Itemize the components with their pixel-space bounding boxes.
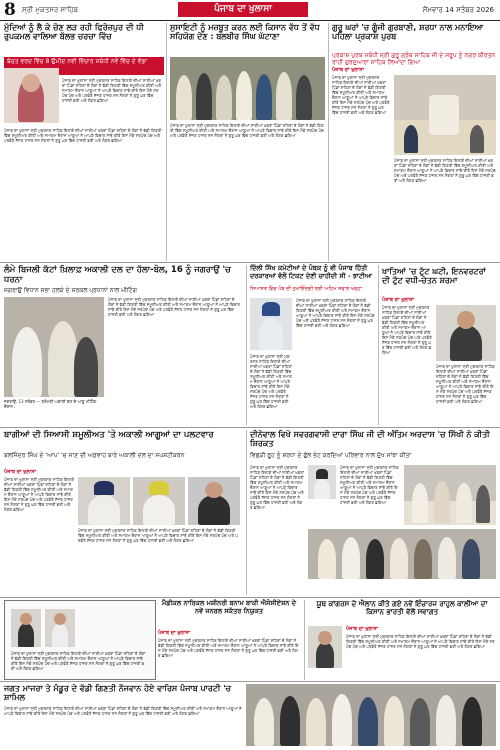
story7-subhead: ਬਲਜਿੰਦਰ ਸਿੰਘ ਦੇ 'ਆਪ' 'ਚ ਜਾਣ ਦੀ ਅਫ਼ਵਾਹ ਬਾਰੇ ਅਕਾਲੀ ਦਲ ਦਾ ਸਪਸ਼ਟੀਕਰਨ bbox=[4, 452, 185, 459]
story10-byline: ਪੰਜਾਬ ਦਾ ਖੁਲਾਸਾ bbox=[346, 626, 379, 632]
story8-subhead: ਵਿਛੜੀ ਰੂਹ ਨੂੰ ਸ਼ਰਧਾ ਦੇ ਫੁੱਲ ਭੇਟ ਕਰਦਿਆਂ ਪਰਿਵਾਰ ਨਾਲ ਦੁੱਖ ਸਾਂਝਾ ਕੀਤਾ bbox=[250, 452, 412, 459]
section-rule bbox=[0, 262, 500, 263]
story3-body-continued: ਪੰਜਾਬ ਦਾ ਖੁਲਾਸਾ ਸ੍ਰੀ ਮੁਕਤਸਰ ਸਾਹਿਬ ਇਲਾਕੇ ਦੀਆਂ ਸਾਰੀਆਂ ਖ਼ਬਰਾਂ ਪਿੰਡਾਂ ਸ਼ਹਿਰਾਂ ਦੇ ਲੋਕਾਂ ਨੇ ਵੱਡੀ ਗਿਣਤੀ ਵਿੱਚ ਸ਼ਮੂਲੀਅਤ ਕੀਤੀ ਅਤੇ ਸਮਾਗਮ ਦੌਰਾਨ ਆਗੂਆਂ ਨੇ ਆਪਣੇ ਵਿਚਾਰ ਸਾਂਝੇ ਕੀਤੇ ਇਸ ਮੌਕੇ ਸਰਪੰਚ ਪੰਚ ਅਤੇ ਪਤਵੰਤੇ ਸੱਜਣ ਹਾਜ਼ਰ ਸਨ ਸੰਗਤਾਂ ਨੇ ਗੁਰੂ ਘਰ ਵਿੱਚ ਹਾਜ਼ਰੀ ਭਰੀ ਅਤੇ ਲੰਗਰ ਛਕਿਆ bbox=[394, 158, 496, 183]
section-rule bbox=[0, 597, 500, 598]
column-rule bbox=[166, 23, 167, 261]
story1-byline: ਪੰਜਾਬ ਦਾ ਖੁਲਾਸਾ bbox=[62, 70, 95, 76]
column-rule bbox=[304, 600, 305, 680]
story8-portrait bbox=[308, 465, 336, 499]
story8-body-2: ਪੰਜਾਬ ਦਾ ਖੁਲਾਸਾ ਸ੍ਰੀ ਮੁਕਤਸਰ ਸਾਹਿਬ ਇਲਾਕੇ ਦੀਆਂ ਸਾਰੀਆਂ ਖ਼ਬਰਾਂ ਪਿੰਡਾਂ ਸ਼ਹਿਰਾਂ ਦੇ ਲੋਕਾਂ ਨੇ ਵੱਡੀ ਗਿਣਤੀ ਵਿੱਚ ਸ਼ਮੂਲੀਅਤ ਕੀਤੀ ਅਤੇ ਸਮਾਗਮ ਦੌਰਾਨ ਆਗੂਆਂ ਨੇ ਆਪਣੇ ਵਿਚਾਰ ਸਾਂਝੇ ਕੀਤੇ ਇਸ ਮੌਕੇ ਸਰਪੰਚ ਪੰਚ ਅਤੇ ਪਤਵੰਤੇ ਸੱਜਣ ਹਾਜ਼ਰ ਸਨ ਸੰਗਤਾਂ ਨੇ ਗੁਰੂ ਘਰ ਵਿੱਚ ਹਾਜ਼ਰੀ ਭਰੀ ਅਤੇ ਲੰਗਰ ਛਕਿਆ bbox=[340, 465, 399, 505]
story6-byline: ਪੰਜਾਬ ਦਾ ਖੁਲਾਸਾ bbox=[382, 297, 415, 303]
paper-name: ਸ੍ਰੀ ਮੁਕਤਸਰ ਸਾਹਿਬ bbox=[22, 6, 79, 14]
story11-group-photo bbox=[246, 684, 496, 746]
story5-subhead: ਸਿਆਸਤ ਵਿੱਚ ਪੰਥ ਦੀ ਨੁਮਾਇੰਦਗੀ ਲਈ ਅਹਿਮ ਸਵਾਲ ਖੜ੍ਹਾ bbox=[250, 286, 362, 292]
story9-byline: ਪੰਜਾਬ ਦਾ ਖੁਲਾਸਾ bbox=[158, 630, 191, 636]
story3-headline: ਗੁਰੂ ਘਰਾਂ 'ਚ ਗੂੰਜੀ ਗੁਰਬਾਣੀ, ਸ਼ਰਧਾ ਨਾਲ ਮਨਾਇਆ ਪਹਿਲਾ ਪ੍ਰਕਾਸ਼ ਪੁਰਬ bbox=[332, 23, 484, 42]
story2-group-photo bbox=[170, 57, 325, 120]
story3-subhead: ਪ੍ਰਕਾਸ਼ ਪੁਰਬ ਸਬੰਧੀ ਸ੍ਰੀ ਗੁਰੂ ਗ੍ਰੰਥ ਸਾਹਿਬ ਜੀ ਦੇ ਸਰੂਪ ਨੂੰ ਨਗਰ ਕੀਰਤਨ ਰਾਹੀਂ ਗੁਰਦੁਆਰਾ ਸਾਹਿਬ ਲਿਆਂਦਾ ਗਿਆ bbox=[332, 52, 496, 67]
story3-body: ਪੰਜਾਬ ਦਾ ਖੁਲਾਸਾ ਸ੍ਰੀ ਮੁਕਤਸਰ ਸਾਹਿਬ ਇਲਾਕੇ ਦੀਆਂ ਸਾਰੀਆਂ ਖ਼ਬਰਾਂ ਪਿੰਡਾਂ ਸ਼ਹਿਰਾਂ ਦੇ ਲੋਕਾਂ ਨੇ ਵੱਡੀ ਗਿਣਤੀ ਵਿੱਚ ਸ਼ਮੂਲੀਅਤ ਕੀਤੀ ਅਤੇ ਸਮਾਗਮ ਦੌਰਾਨ ਆਗੂਆਂ ਨੇ ਆਪਣੇ ਵਿਚਾਰ ਸਾਂਝੇ ਕੀਤੇ ਇਸ ਮੌਕੇ ਸਰਪੰਚ ਪੰਚ ਅਤੇ ਪਤਵੰਤੇ ਸੱਜਣ ਹਾਜ਼ਰ ਸਨ ਸੰਗਤਾਂ ਨੇ ਗੁਰੂ ਘਰ ਵਿੱਚ ਹਾਜ਼ਰੀ ਭਰੀ ਅਤੇ ਲੰਗਰ ਛਕਿਆ bbox=[332, 75, 390, 115]
issue-date: ਸੋਮਵਾਰ 14 ਸਤੰਬਰ 2026 bbox=[422, 6, 494, 14]
story8-body: ਪੰਜਾਬ ਦਾ ਖੁਲਾਸਾ ਸ੍ਰੀ ਮੁਕਤਸਰ ਸਾਹਿਬ ਇਲਾਕੇ ਦੀਆਂ ਸਾਰੀਆਂ ਖ਼ਬਰਾਂ ਪਿੰਡਾਂ ਸ਼ਹਿਰਾਂ ਦੇ ਲੋਕਾਂ ਨੇ ਵੱਡੀ ਗਿਣਤੀ ਵਿੱਚ ਸ਼ਮੂਲੀਅਤ ਕੀਤੀ ਅਤੇ ਸਮਾਗਮ ਦੌਰਾਨ ਆਗੂਆਂ ਨੇ ਆਪਣੇ ਵਿਚਾਰ ਸਾਂਝੇ ਕੀਤੇ ਇਸ ਮੌਕੇ ਸਰਪੰਚ ਪੰਚ ਅਤੇ ਪਤਵੰਤੇ ਸੱਜਣ ਹਾਜ਼ਰ ਸਨ ਸੰਗਤਾਂ ਨੇ ਗੁਰੂ ਘਰ ਵਿੱਚ ਹਾਜ਼ਰੀ ਭਰੀ ਅਤੇ ਲੰਗਰ ਛਕਿਆ bbox=[250, 465, 304, 510]
section-banner: ਪੰਜਾਬ ਦਾ ਖੁਲਾਸਾ bbox=[178, 2, 308, 17]
story1-headline: ਮੁੱਦਿਆਂ ਨੂੰ ਲੈ ਕੇ ਚੋਣ ਲੜ ਰਹੀ ਫਿਰੋਜ਼ਪੁਰ ਦੀ ਧੀ ਰੁਪਕਮਲ ਵਾਲਿਆ ਬੱਲਭ ਚਰਚਾ ਵਿੱਚ bbox=[4, 23, 144, 42]
section-rule bbox=[0, 681, 500, 682]
story7-byline: ਪੰਜਾਬ ਦਾ ਖੁਲਾਸਾ bbox=[4, 469, 37, 475]
story8-headline: ਦੀਨੇਵਾਲ ਵਿਖੇ ਸਵਰਗਵਾਸੀ ਦਾਰਾ ਸਿੰਘ ਜੀ ਦੀ ਅੰਤਿਮ ਅਰਦਾਸ 'ਚ ਸਿੱਖੀ ਨੇ ਕੀਤੀ ਸ਼ਿਰਕਤ bbox=[250, 430, 490, 449]
story4-meeting-photo bbox=[4, 297, 104, 397]
column-rule bbox=[328, 23, 329, 261]
story9-body: ਪੰਜਾਬ ਦਾ ਖੁਲਾਸਾ ਸ੍ਰੀ ਮੁਕਤਸਰ ਸਾਹਿਬ ਇਲਾਕੇ ਦੀਆਂ ਸਾਰੀਆਂ ਖ਼ਬਰਾਂ ਪਿੰਡਾਂ ਸ਼ਹਿਰਾਂ ਦੇ ਲੋਕਾਂ ਨੇ ਵੱਡੀ ਗਿਣਤੀ ਵਿੱਚ ਸ਼ਮੂਲੀਅਤ ਕੀਤੀ ਅਤੇ ਸਮਾਗਮ ਦੌਰਾਨ ਆਗੂਆਂ ਨੇ ਆਪਣੇ ਵਿਚਾਰ ਸਾਂਝੇ ਕੀਤੇ ਇਸ ਮੌਕੇ ਸਰਪੰਚ ਪੰਚ ਅਤੇ ਪਤਵੰਤੇ ਸੱਜਣ ਹਾਜ਼ਰ ਸਨ ਸੰਗਤਾਂ ਨੇ ਗੁਰੂ ਘਰ ਵਿੱਚ ਹਾਜ਼ਰੀ ਭਰੀ ਅਤੇ ਲੰਗਰ ਛਕਿਆ bbox=[158, 638, 299, 658]
story7-body: ਪੰਜਾਬ ਦਾ ਖੁਲਾਸਾ ਸ੍ਰੀ ਮੁਕਤਸਰ ਸਾਹਿਬ ਇਲਾਕੇ ਦੀਆਂ ਸਾਰੀਆਂ ਖ਼ਬਰਾਂ ਪਿੰਡਾਂ ਸ਼ਹਿਰਾਂ ਦੇ ਲੋਕਾਂ ਨੇ ਵੱਡੀ ਗਿਣਤੀ ਵਿੱਚ ਸ਼ਮੂਲੀਅਤ ਕੀਤੀ ਅਤੇ ਸਮਾਗਮ ਦੌਰਾਨ ਆਗੂਆਂ ਨੇ ਆਪਣੇ ਵਿਚਾਰ ਸਾਂਝੇ ਕੀਤੇ ਇਸ ਮੌਕੇ ਸਰਪੰਚ ਪੰਚ ਅਤੇ ਪਤਵੰਤੇ ਸੱਜਣ ਹਾਜ਼ਰ ਸਨ ਸੰਗਤਾਂ ਨੇ ਗੁਰੂ ਘਰ ਵਿੱਚ ਹਾਜ਼ਰੀ ਭਰੀ ਅਤੇ ਲੰਗਰ ਛਕਿਆ bbox=[4, 477, 74, 512]
story6-body: ਪੰਜਾਬ ਦਾ ਖੁਲਾਸਾ ਸ੍ਰੀ ਮੁਕਤਸਰ ਸਾਹਿਬ ਇਲਾਕੇ ਦੀਆਂ ਸਾਰੀਆਂ ਖ਼ਬਰਾਂ ਪਿੰਡਾਂ ਸ਼ਹਿਰਾਂ ਦੇ ਲੋਕਾਂ ਨੇ ਵੱਡੀ ਗਿਣਤੀ ਵਿੱਚ ਸ਼ਮੂਲੀਅਤ ਕੀਤੀ ਅਤੇ ਸਮਾਗਮ ਦੌਰਾਨ ਆਗੂਆਂ ਨੇ ਆਪਣੇ ਵਿਚਾਰ ਸਾਂਝੇ ਕੀਤੇ ਇਸ ਮੌਕੇ ਸਰਪੰਚ ਪੰਚ ਅਤੇ ਪਤਵੰਤੇ ਸੱਜਣ ਹਾਜ਼ਰ ਸਨ ਸੰਗਤਾਂ ਨੇ ਗੁਰੂ ਘਰ ਵਿੱਚ ਹਾਜ਼ਰੀ ਭਰੀ ਅਤੇ ਲੰਗਰ ਛਕਿਆ bbox=[382, 305, 432, 355]
story7-portrait-3 bbox=[188, 477, 240, 525]
story2-headline: ਸੁਸਾਇਟੀ ਨੂੰ ਮਜ਼ਬੂਤ ਕਰਨ ਲਈ ਕਿਸਾਨ ਵੱਧ ਤੋਂ ਵੱਧ ਸਹਿਯੋਗ ਦੇਣ : ਬਲਬੀਰ ਸਿੰਘ ਘੱਟਾਣਾ bbox=[170, 23, 320, 42]
story9-portrait-2 bbox=[45, 609, 75, 647]
story5-body: ਪੰਜਾਬ ਦਾ ਖੁਲਾਸਾ ਸ੍ਰੀ ਮੁਕਤਸਰ ਸਾਹਿਬ ਇਲਾਕੇ ਦੀਆਂ ਸਾਰੀਆਂ ਖ਼ਬਰਾਂ ਪਿੰਡਾਂ ਸ਼ਹਿਰਾਂ ਦੇ ਲੋਕਾਂ ਨੇ ਵੱਡੀ ਗਿਣਤੀ ਵਿੱਚ ਸ਼ਮੂਲੀਅਤ ਕੀਤੀ ਅਤੇ ਸਮਾਗਮ ਦੌਰਾਨ ਆਗੂਆਂ ਨੇ ਆਪਣੇ ਵਿਚਾਰ ਸਾਂਝੇ ਕੀਤੇ ਇਸ ਮੌਕੇ ਸਰਪੰਚ ਪੰਚ ਅਤੇ ਪਤਵੰਤੇ ਸੱਜਣ ਹਾਜ਼ਰ ਸਨ ਸੰਗਤਾਂ ਨੇ ਗੁਰੂ ਘਰ ਵਿੱਚ ਹਾਜ਼ਰੀ ਭਰੀ ਅਤੇ ਲੰਗਰ ਛਕਿਆ bbox=[296, 298, 375, 328]
story10-portrait bbox=[308, 626, 342, 668]
story7-portrait-2 bbox=[133, 477, 185, 525]
column-rule bbox=[378, 265, 379, 425]
story8-group-photo bbox=[308, 529, 496, 579]
story3-gurdwara-photo bbox=[394, 75, 496, 155]
story1-subhead: ਬੱਚਤ ਵਰਦ ਵਿੱਚ 8 ਉਮੀਦ ਨਵੀ ਵਿੱਚਾਰ ਸਬੰਧੀ ਨਵੇਂ ਵਿੱਚ ਦੇ ਵੱਡਾ bbox=[4, 57, 164, 75]
story7-headline: ਬਾਗੀਆਂ ਦੀ ਸਿਆਸੀ ਸ਼ਮੂਲੀਅਤ 'ਤੇ ਅਕਾਲੀ ਆਗੂਆਂ ਦਾ ਪਲਟਵਾਰ bbox=[4, 430, 214, 440]
section-rule bbox=[0, 427, 500, 428]
story5-headline: ਦਿੱਲੀ ਸਿੱਖ ਕਮੇਟੀਆਂ ਦੇ ਪੰਥਕ ਨੂੰ ਵੀ ਪੰਜਾਬ ਹਿੱਤੀ ਦਰਕਾਰਆਂ ਵੱਲੋਂ ਟਿਕਟ ਦੇਣੀ ਚਾਹੀਦੀ ਸੀ - ਝਾਟੀਆ bbox=[250, 264, 372, 280]
story7-portrait-1 bbox=[78, 477, 130, 525]
story4-headline: ਲੰਮੇ ਬਿਜਲੀ ਕੱਟਾਂ ਖ਼ਿਲਾਫ਼ ਅਕਾਲੀ ਦਲ ਦਾ ਹੱਲਾ-ਬੋਲ, 16 ਨੂੰ ਜਗਰਾਉਂ 'ਚ ਧਰਨਾ bbox=[4, 265, 231, 286]
story2-body: ਪੰਜਾਬ ਦਾ ਖੁਲਾਸਾ ਸ੍ਰੀ ਮੁਕਤਸਰ ਸਾਹਿਬ ਇਲਾਕੇ ਦੀਆਂ ਸਾਰੀਆਂ ਖ਼ਬਰਾਂ ਪਿੰਡਾਂ ਸ਼ਹਿਰਾਂ ਦੇ ਲੋਕਾਂ ਨੇ ਵੱਡੀ ਗਿਣਤੀ ਵਿੱਚ ਸ਼ਮੂਲੀਅਤ ਕੀਤੀ ਅਤੇ ਸਮਾਗਮ ਦੌਰਾਨ ਆਗੂਆਂ ਨੇ ਆਪਣੇ ਵਿਚਾਰ ਸਾਂਝੇ ਕੀਤੇ ਇਸ ਮੌਕੇ ਸਰਪੰਚ ਪੰਚ ਅਤੇ ਪਤਵੰਤੇ ਸੱਜਣ ਹਾਜ਼ਰ ਸਨ ਸੰਗਤਾਂ ਨੇ ਗੁਰੂ ਘਰ ਵਿੱਚ ਹਾਜ਼ਰੀ ਭਰੀ ਅਤੇ ਲੰਗਰ ਛਕਿਆ bbox=[170, 123, 324, 138]
story1-portrait bbox=[4, 68, 59, 123]
story1-body-continued: ਪੰਜਾਬ ਦਾ ਖੁਲਾਸਾ ਸ੍ਰੀ ਮੁਕਤਸਰ ਸਾਹਿਬ ਇਲਾਕੇ ਦੀਆਂ ਸਾਰੀਆਂ ਖ਼ਬਰਾਂ ਪਿੰਡਾਂ ਸ਼ਹਿਰਾਂ ਦੇ ਲੋਕਾਂ ਨੇ ਵੱਡੀ ਗਿਣਤੀ ਵਿੱਚ ਸ਼ਮੂਲੀਅਤ ਕੀਤੀ ਅਤੇ ਸਮਾਗਮ ਦੌਰਾਨ ਆਗੂਆਂ ਨੇ ਆਪਣੇ ਵਿਚਾਰ ਸਾਂਝੇ ਕੀਤੇ ਇਸ ਮੌਕੇ ਸਰਪੰਚ ਪੰਚ ਅਤੇ ਪਤਵੰਤੇ ਸੱਜਣ ਹਾਜ਼ਰ ਸਨ ਸੰਗਤਾਂ ਨੇ ਗੁਰੂ ਘਰ ਵਿੱਚ ਹਾਜ਼ਰੀ ਭਰੀ ਅਤੇ ਲੰਗਰ ਛਕਿਆ bbox=[4, 128, 162, 143]
story10-headline: ਯੂਥ ਕਾਂਗਰਸ ਦੇ ਐਲਾਨ ਕੀਤੇ ਗਏ ਨਵੇਂ ਇੰਚਾਰਜ ਰਾਹੁਲ ਕਾਲੀਆ ਦਾ ਕਿਸਾਨ ਭਾਰਤੀ ਵੱਲੋਂ ਸਵਾਗਤ bbox=[316, 600, 488, 617]
story9-ad-box bbox=[4, 600, 156, 680]
story4-caption: ਜਗਰਾਉਂ, 13 ਸਤੰਬਰ — ਸ਼੍ਰੋਮਣੀ ਅਕਾਲੀ ਦਲ ਦੇ ਆਗੂ ਮੀਟਿੰਗ ਦੌਰਾਨ। bbox=[4, 399, 97, 409]
story4-body: ਪੰਜਾਬ ਦਾ ਖੁਲਾਸਾ ਸ੍ਰੀ ਮੁਕਤਸਰ ਸਾਹਿਬ ਇਲਾਕੇ ਦੀਆਂ ਸਾਰੀਆਂ ਖ਼ਬਰਾਂ ਪਿੰਡਾਂ ਸ਼ਹਿਰਾਂ ਦੇ ਲੋਕਾਂ ਨੇ ਵੱਡੀ ਗਿਣਤੀ ਵਿੱਚ ਸ਼ਮੂਲੀਅਤ ਕੀਤੀ ਅਤੇ ਸਮਾਗਮ ਦੌਰਾਨ ਆਗੂਆਂ ਨੇ ਆਪਣੇ ਵਿਚਾਰ ਸਾਂਝੇ ਕੀਤੇ ਇਸ ਮੌਕੇ ਸਰਪੰਚ ਪੰਚ ਅਤੇ ਪਤਵੰਤੇ ਸੱਜਣ ਹਾਜ਼ਰ ਸਨ ਸੰਗਤਾਂ ਨੇ ਗੁਰੂ ਘਰ ਵਿੱਚ ਹਾਜ਼ਰੀ ਭਰੀ ਅਤੇ ਲੰਗਰ ਛਕਿਆ bbox=[108, 297, 241, 317]
story9-portrait-1 bbox=[11, 609, 41, 647]
masthead-rule bbox=[0, 20, 500, 21]
story6-headline: ਖਾਤਿਆਂ 'ਚ ਟੁੱਟ ਘਟੀ, ਇਨਵਰਟਰਾਂ ਦੀ ਟੁੱਟ ਵਧੀ-ਚੇਤਨ ਸ਼ਰਮਾ bbox=[382, 267, 486, 286]
story5-portrait bbox=[250, 298, 292, 350]
story5-body-continued: ਪੰਜਾਬ ਦਾ ਖੁਲਾਸਾ ਸ੍ਰੀ ਮੁਕਤਸਰ ਸਾਹਿਬ ਇਲਾਕੇ ਦੀਆਂ ਸਾਰੀਆਂ ਖ਼ਬਰਾਂ ਪਿੰਡਾਂ ਸ਼ਹਿਰਾਂ ਦੇ ਲੋਕਾਂ ਨੇ ਵੱਡੀ ਗਿਣਤੀ ਵਿੱਚ ਸ਼ਮੂਲੀਅਤ ਕੀਤੀ ਅਤੇ ਸਮਾਗਮ ਦੌਰਾਨ ਆਗੂਆਂ ਨੇ ਆਪਣੇ ਵਿਚਾਰ ਸਾਂਝੇ ਕੀਤੇ ਇਸ ਮੌਕੇ ਸਰਪੰਚ ਪੰਚ ਅਤੇ ਪਤਵੰਤੇ ਸੱਜਣ ਹਾਜ਼ਰ ਸਨ ਸੰਗਤਾਂ ਨੇ ਗੁਰੂ ਘਰ ਵਿੱਚ ਹਾਜ਼ਰੀ ਭਰੀ ਅਤੇ ਲੰਗਰ ਛਕਿਆ bbox=[250, 354, 292, 409]
story9-ad-text: ਪੰਜਾਬ ਦਾ ਖੁਲਾਸਾ ਸ੍ਰੀ ਮੁਕਤਸਰ ਸਾਹਿਬ ਇਲਾਕੇ ਦੀਆਂ ਸਾਰੀਆਂ ਖ਼ਬਰਾਂ ਪਿੰਡਾਂ ਸ਼ਹਿਰਾਂ ਦੇ ਲੋਕਾਂ ਨੇ ਵੱਡੀ ਗਿਣਤੀ ਵਿੱਚ ਸ਼ਮੂਲੀਅਤ ਕੀਤੀ ਅਤੇ ਸਮਾਗਮ ਦੌਰਾਨ ਆਗੂਆਂ ਨੇ ਆਪਣੇ ਵਿਚਾਰ ਸਾਂਝੇ ਕੀਤੇ ਇਸ ਮੌਕੇ ਸਰਪੰਚ ਪੰਚ ਅਤੇ ਪਤਵੰਤੇ ਸੱਜਣ ਹਾਜ਼ਰ ਸਨ ਸੰਗਤਾਂ ਨੇ ਗੁਰੂ ਘਰ ਵਿੱਚ ਹਾਜ਼ਰੀ ਭਰੀ ਅਤੇ ਲੰਗਰ ਛਕਿਆ bbox=[11, 651, 146, 671]
story1-body: ਪੰਜਾਬ ਦਾ ਖੁਲਾਸਾ ਸ੍ਰੀ ਮੁਕਤਸਰ ਸਾਹਿਬ ਇਲਾਕੇ ਦੀਆਂ ਸਾਰੀਆਂ ਖ਼ਬਰਾਂ ਪਿੰਡਾਂ ਸ਼ਹਿਰਾਂ ਦੇ ਲੋਕਾਂ ਨੇ ਵੱਡੀ ਗਿਣਤੀ ਵਿੱਚ ਸ਼ਮੂਲੀਅਤ ਕੀਤੀ ਅਤੇ ਸਮਾਗਮ ਦੌਰਾਨ ਆਗੂਆਂ ਨੇ ਆਪਣੇ ਵਿਚਾਰ ਸਾਂਝੇ ਕੀਤੇ ਇਸ ਮੌਕੇ ਸਰਪੰਚ ਪੰਚ ਅਤੇ ਪਤਵੰਤੇ ਸੱਜਣ ਹਾਜ਼ਰ ਸਨ ਸੰਗਤਾਂ ਨੇ ਗੁਰੂ ਘਰ ਵਿੱਚ ਹਾਜ਼ਰੀ ਭਰੀ ਅਤੇ ਲੰਗਰ ਛਕਿਆ bbox=[62, 78, 162, 103]
story6-portrait bbox=[436, 305, 496, 361]
story10-body: ਪੰਜਾਬ ਦਾ ਖੁਲਾਸਾ ਸ੍ਰੀ ਮੁਕਤਸਰ ਸਾਹਿਬ ਇਲਾਕੇ ਦੀਆਂ ਸਾਰੀਆਂ ਖ਼ਬਰਾਂ ਪਿੰਡਾਂ ਸ਼ਹਿਰਾਂ ਦੇ ਲੋਕਾਂ ਨੇ ਵੱਡੀ ਗਿਣਤੀ ਵਿੱਚ ਸ਼ਮੂਲੀਅਤ ਕੀਤੀ ਅਤੇ ਸਮਾਗਮ ਦੌਰਾਨ ਆਗੂਆਂ ਨੇ ਆਪਣੇ ਵਿਚਾਰ ਸਾਂਝੇ ਕੀਤੇ ਇਸ ਮੌਕੇ ਸਰਪੰਚ ਪੰਚ ਅਤੇ ਪਤਵੰਤੇ ਸੱਜਣ ਹਾਜ਼ਰ ਸਨ ਸੰਗਤਾਂ ਨੇ ਗੁਰੂ ਘਰ ਵਿੱਚ ਹਾਜ਼ਰੀ ਭਰੀ ਅਤੇ ਲੰਗਰ ਛਕਿਆ bbox=[346, 634, 495, 649]
story7-body-continued: ਪੰਜਾਬ ਦਾ ਖੁਲਾਸਾ ਸ੍ਰੀ ਮੁਕਤਸਰ ਸਾਹਿਬ ਇਲਾਕੇ ਦੀਆਂ ਸਾਰੀਆਂ ਖ਼ਬਰਾਂ ਪਿੰਡਾਂ ਸ਼ਹਿਰਾਂ ਦੇ ਲੋਕਾਂ ਨੇ ਵੱਡੀ ਗਿਣਤੀ ਵਿੱਚ ਸ਼ਮੂਲੀਅਤ ਕੀਤੀ ਅਤੇ ਸਮਾਗਮ ਦੌਰਾਨ ਆਗੂਆਂ ਨੇ ਆਪਣੇ ਵਿਚਾਰ ਸਾਂਝੇ ਕੀਤੇ ਇਸ ਮੌਕੇ ਸਰਪੰਚ ਪੰਚ ਅਤੇ ਪਤਵੰਤੇ ਸੱਜਣ ਹਾਜ਼ਰ ਸਨ ਸੰਗਤਾਂ ਨੇ ਗੁਰੂ ਘਰ ਵਿੱਚ ਹਾਜ਼ਰੀ ਭਰੀ ਅਤੇ ਲੰਗਰ ਛਕਿਆ bbox=[78, 528, 238, 543]
column-rule bbox=[246, 265, 247, 425]
story8-ceremony-photo bbox=[404, 465, 496, 525]
masthead bbox=[0, 0, 500, 20]
column-rule bbox=[246, 430, 247, 595]
story9-headline: ਮੈਡੀਕਲ ਨਾਰਿਕਲ ਮਸ਼ੀਨਰੀ ਬਨਾਮ ਬਾਕੀ ਐਸੋਸੀਏਸ਼ਨ ਦੇ ਨਵੇਂ ਜਨਰਲ ਸਕੱਤਰ ਨਿਯੁਕਤ bbox=[161, 599, 297, 615]
story4-subhead: ਜਗਰਾਉਂ ਵਿਧਾਨ ਸਭਾ ਹਲਕੇ ਦੇ ਸਰਕਲ ਪ੍ਰਧਾਨਾਂ ਨਾਲ ਮੀਟਿੰਗ bbox=[4, 287, 137, 294]
story6-body-continued: ਪੰਜਾਬ ਦਾ ਖੁਲਾਸਾ ਸ੍ਰੀ ਮੁਕਤਸਰ ਸਾਹਿਬ ਇਲਾਕੇ ਦੀਆਂ ਸਾਰੀਆਂ ਖ਼ਬਰਾਂ ਪਿੰਡਾਂ ਸ਼ਹਿਰਾਂ ਦੇ ਲੋਕਾਂ ਨੇ ਵੱਡੀ ਗਿਣਤੀ ਵਿੱਚ ਸ਼ਮੂਲੀਅਤ ਕੀਤੀ ਅਤੇ ਸਮਾਗਮ ਦੌਰਾਨ ਆਗੂਆਂ ਨੇ ਆਪਣੇ ਵਿਚਾਰ ਸਾਂਝੇ ਕੀਤੇ ਇਸ ਮੌਕੇ ਸਰਪੰਚ ਪੰਚ ਅਤੇ ਪਤਵੰਤੇ ਸੱਜਣ ਹਾਜ਼ਰ ਸਨ ਸੰਗਤਾਂ ਨੇ ਗੁਰੂ ਘਰ ਵਿੱਚ ਹਾਜ਼ਰੀ ਭਰੀ ਅਤੇ ਲੰਗਰ ਛਕਿਆ bbox=[436, 364, 495, 404]
page-number: 8 bbox=[4, 0, 16, 20]
story11-body: ਪੰਜਾਬ ਦਾ ਖੁਲਾਸਾ ਸ੍ਰੀ ਮੁਕਤਸਰ ਸਾਹਿਬ ਇਲਾਕੇ ਦੀਆਂ ਸਾਰੀਆਂ ਖ਼ਬਰਾਂ ਪਿੰਡਾਂ ਸ਼ਹਿਰਾਂ ਦੇ ਲੋਕਾਂ ਨੇ ਵੱਡੀ ਗਿਣਤੀ ਵਿੱਚ ਸ਼ਮੂਲੀਅਤ ਕੀਤੀ ਅਤੇ ਸਮਾਗਮ ਦੌਰਾਨ ਆਗੂਆਂ ਨੇ ਆਪਣੇ ਵਿਚਾਰ ਸਾਂਝੇ ਕੀਤੇ ਇਸ ਮੌਕੇ ਸਰਪੰਚ ਪੰਚ ਅਤੇ ਪਤਵੰਤੇ ਸੱਜਣ ਹਾਜ਼ਰ ਸਨ ਸੰਗਤਾਂ ਨੇ ਗੁਰੂ ਘਰ ਵਿੱਚ ਹਾਜ਼ਰੀ ਭਰੀ ਅਤੇ ਲੰਗਰ ਛਕਿਆ bbox=[4, 706, 242, 716]
story11-headline: ਜਗਤ ਮਾਜਰਾ ਤੇ ਮੰਡੂਰ ਦੇ ਵੱਡੀ ਗਿਣਤੀ ਨੌਜਵਾਨ ਹੋਏ ਵਾਰਿਸ ਪੰਜਾਬ ਪਾਰਟੀ 'ਚ ਸ਼ਾਮਿਲ bbox=[4, 684, 232, 703]
story3-byline: ਪੰਜਾਬ ਦਾ ਖੁਲਾਸਾ bbox=[332, 67, 365, 73]
